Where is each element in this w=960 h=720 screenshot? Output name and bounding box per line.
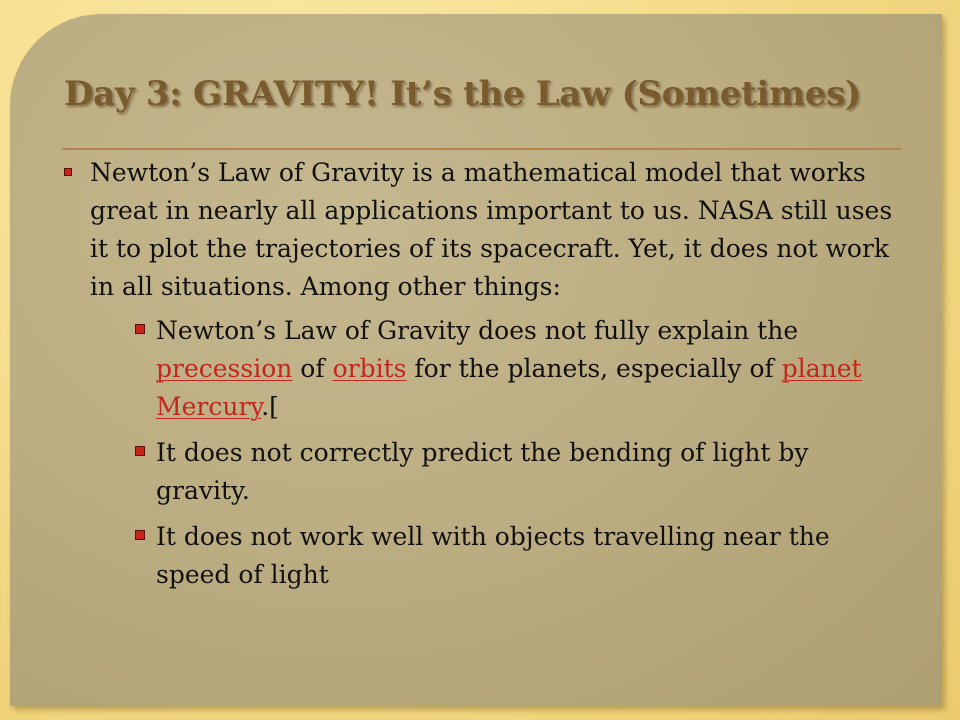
sub-point-light-bending (90, 434, 910, 510)
precession-link[interactable]: precession (156, 354, 293, 383)
sub-point-text: It does not correctly predict the bending of light by gravity. (156, 438, 809, 505)
sub-bullet-list (90, 312, 910, 594)
sub-point-precession (90, 312, 910, 426)
bullet-list (60, 154, 910, 602)
sub-point-text: Newton’s Law of Gravity does not fully explain the (156, 316, 799, 345)
square-bullet-icon (64, 168, 72, 176)
slide-title: Day 3: GRAVITY! It’s the Law (Sometimes) (64, 74, 861, 114)
sub-point-text: for the planets, especially of (406, 354, 782, 383)
main-bullet-point (60, 154, 910, 594)
square-bullet-icon (135, 324, 145, 334)
mercury-link[interactable]: Mercury (156, 392, 262, 421)
main-point-text: Newton’s Law of Gravity is a mathematical model that works great in nearly all applications important to us. NASA still uses it to plot the trajectories of its spacecraft. Yet, it does not work in all situations. Among other things: (90, 158, 893, 301)
sub-point-text: It does not work well with objects travelling near the speed of light (156, 522, 830, 589)
citation-marker: .[ (261, 392, 279, 421)
square-bullet-icon (135, 530, 145, 540)
orbits-link[interactable]: orbits (332, 354, 407, 383)
sub-point-text: of (292, 354, 333, 383)
title-divider (62, 148, 902, 150)
planet-link[interactable]: planet (781, 354, 862, 383)
sub-point-speed-of-light (90, 518, 910, 594)
square-bullet-icon (135, 446, 145, 456)
